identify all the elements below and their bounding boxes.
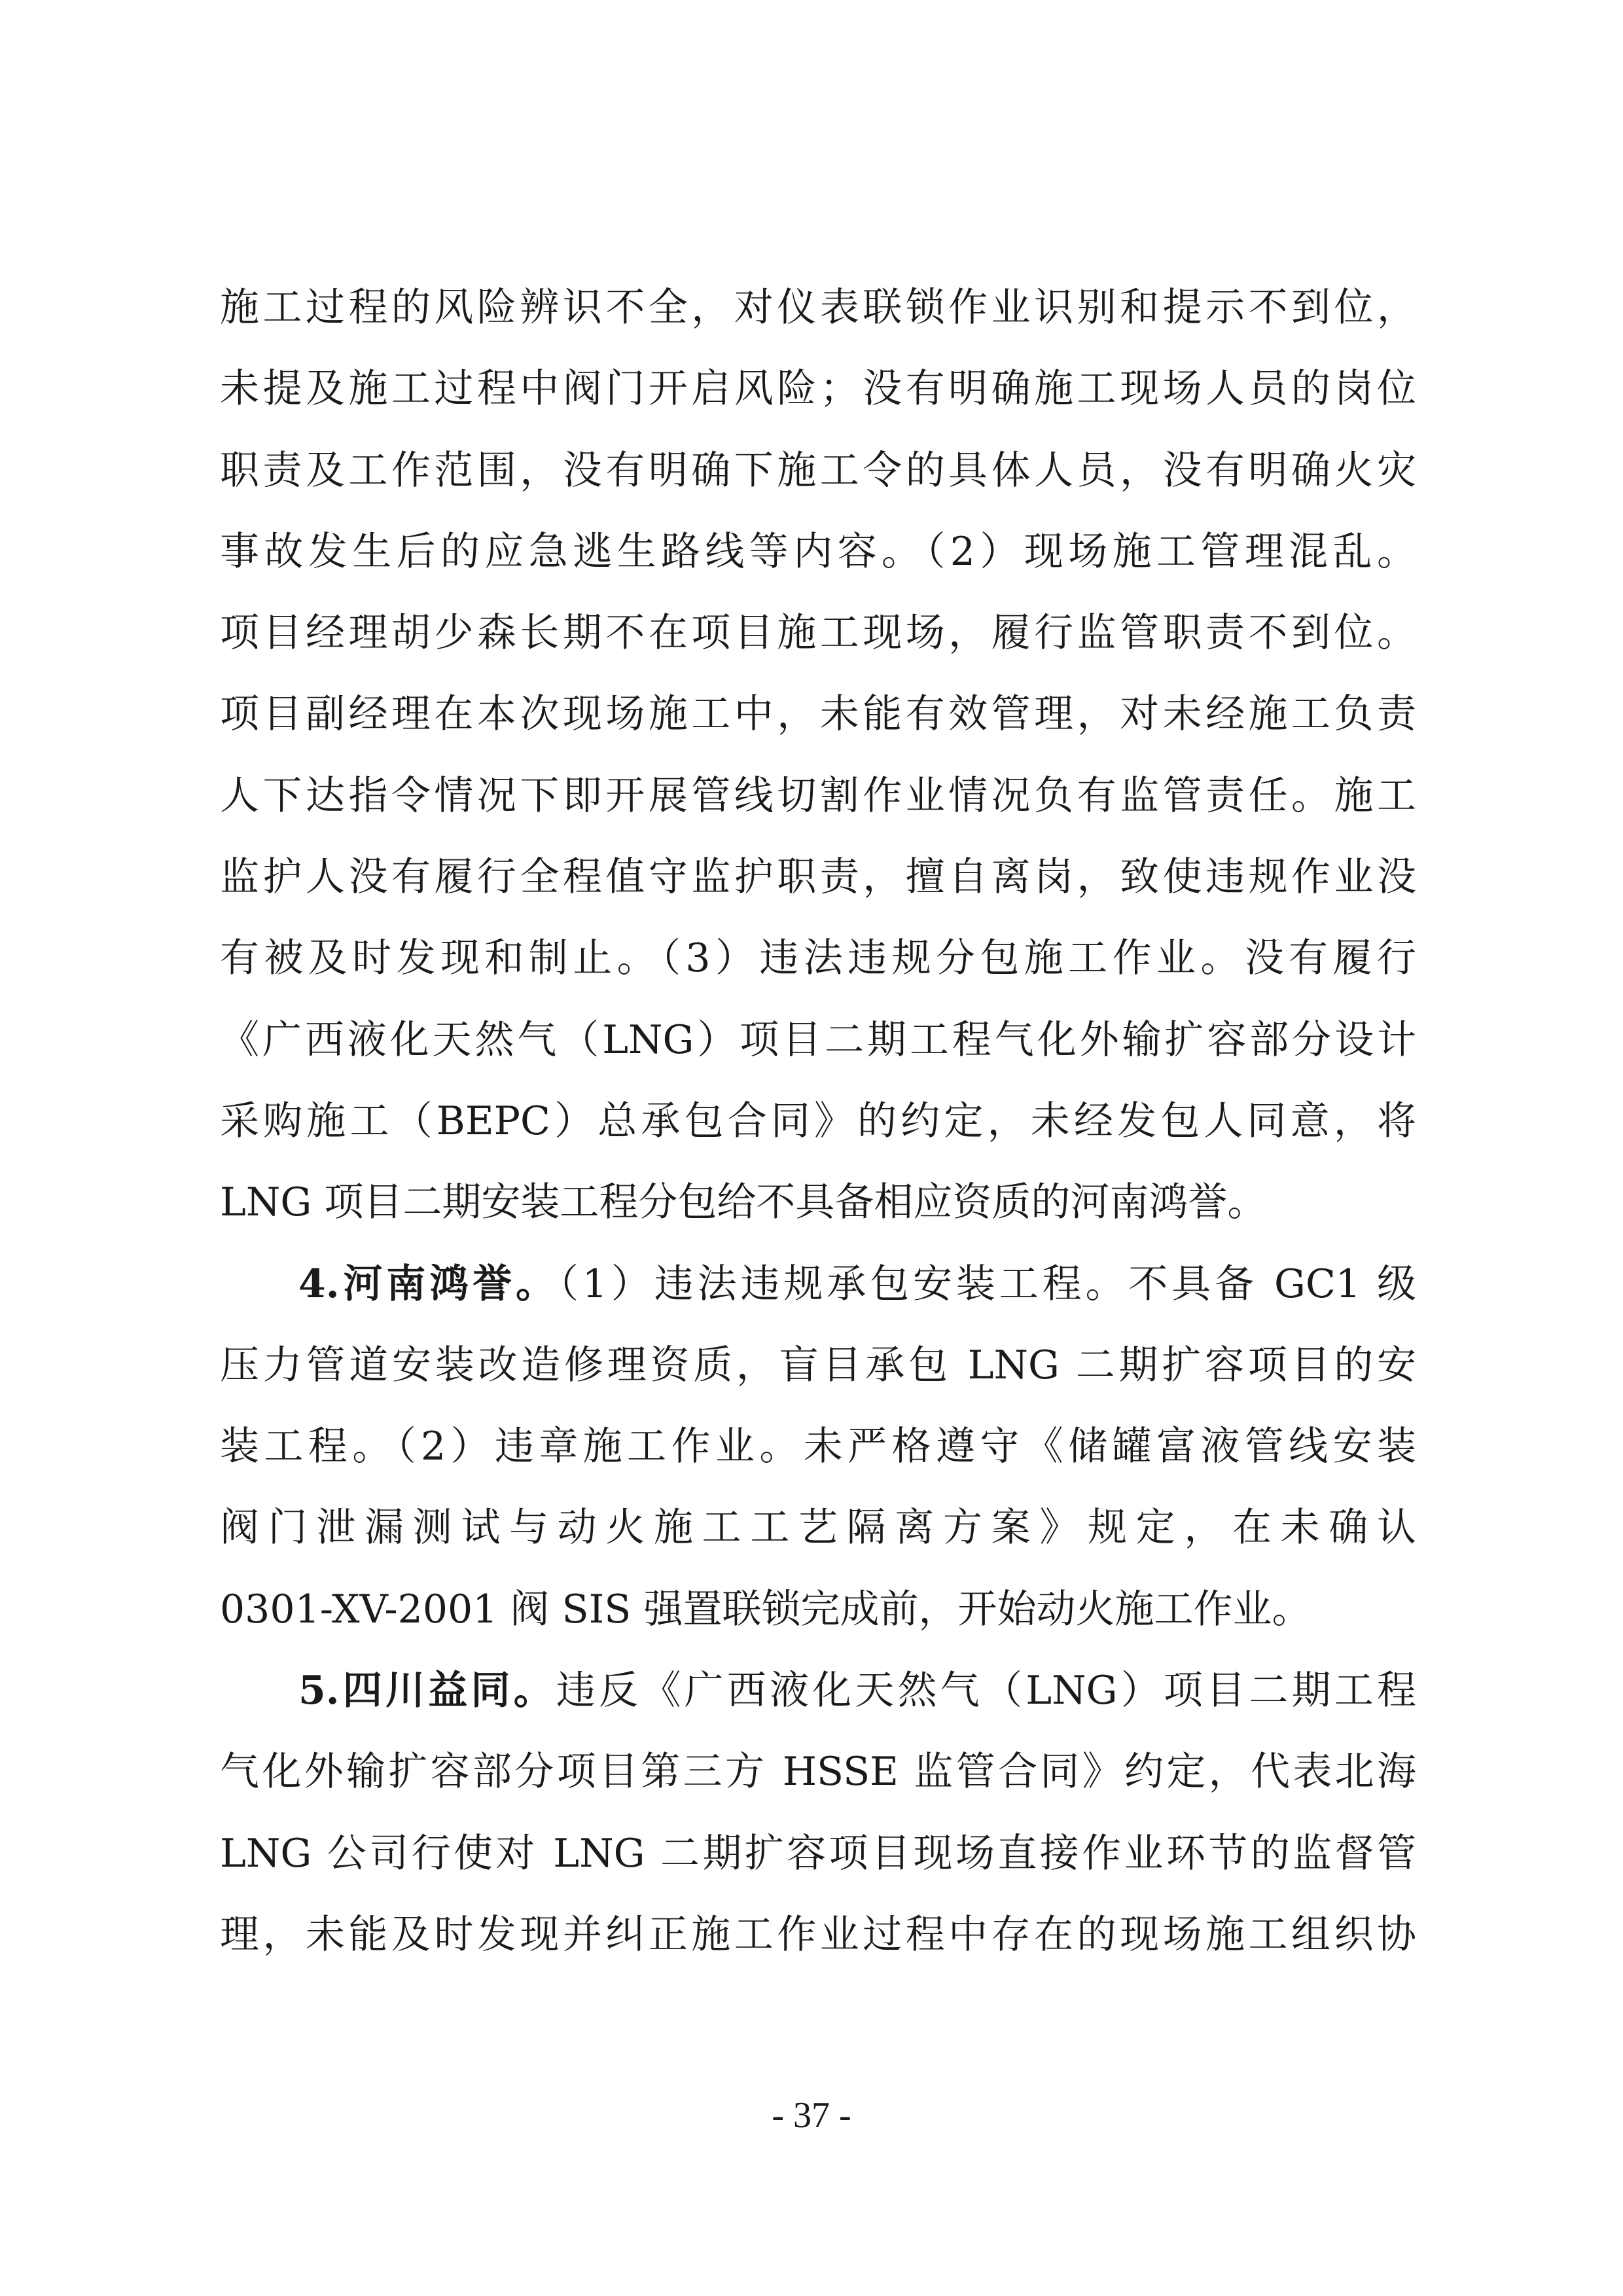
section-5-first-line (220, 1650, 1416, 1731)
text-line: 有被及时发现和制止。（3）违法违规分包施工作业。没有履行 (220, 935, 1416, 982)
text-line: 事故发生后的应急逃生路线等内容。（2）现场施工管理混乱。 (220, 528, 1416, 575)
text-line: 阀门泄漏测试与动火施工工艺隔离方案》规定，在未确认 (220, 1505, 1416, 1551)
page-number: - 37 - (772, 2095, 851, 2136)
section-4-first-line (220, 1244, 1416, 1325)
text-line: LNG 项目二期安装工程分包给不具备相应资质的河南鸿誉。 (220, 1179, 1267, 1226)
body-text (220, 267, 1416, 1975)
text-line: 装工程。（2）违章施工作业。未严格遵守《储罐富液管线安装 (220, 1424, 1416, 1470)
text-line: 施工过程的风险辨识不全，对仪表联锁作业识别和提示不到位， (220, 285, 1416, 331)
text-line: 采购施工（BEPC）总承包合同》的约定，未经发包人同意，将 (220, 1098, 1416, 1144)
text-line: 项目经理胡少森长期不在项目施工现场，履行监管职责不到位。 (220, 610, 1416, 656)
text-line: 《广西液化天然气（LNG）项目二期工程气化外输扩容部分设计 (220, 1016, 1416, 1063)
section-5-heading: 5.四川益同。 (298, 1668, 556, 1714)
text-line: 监护人没有履行全程值守监护职责，擅自离岗，致使违规作业没 (220, 854, 1416, 901)
text-line: 职责及工作范围，没有明确下施工令的具体人员，没有明确火灾 (220, 447, 1416, 493)
section-5-text: 违反《广西液化天然气（LNG）项目二期工程 (556, 1668, 1416, 1714)
text-line: 气化外输扩容部分项目第三方 HSSE 监管合同》约定，代表北海 (220, 1749, 1416, 1795)
section-4-heading: 4.河南鸿誉。 (298, 1261, 559, 1307)
text-line: 人下达指令情况下即开展管线切割作业情况负有监管责任。施工 (220, 772, 1416, 819)
text-line: 项目副经理在本次现场施工中，未能有效管理，对未经施工负责 (220, 691, 1416, 738)
text-line: 未提及施工过程中阀门开启风险；没有明确施工现场人员的岗位 (220, 366, 1416, 412)
section-4-text: （1）违法违规承包安装工程。不具备 GC1 级 (558, 1261, 1416, 1307)
text-line: 0301-XV-2001 阀 SIS 强置联锁完成前，开始动火施工作业。 (220, 1586, 1311, 1632)
text-line: 理，未能及时发现并纠正施工作业过程中存在的现场施工组织协 (220, 1911, 1416, 1958)
text-line: LNG 公司行使对 LNG 二期扩容项目现场直接作业环节的监督管 (220, 1830, 1416, 1876)
text-line: 压力管道安装改造修理资质，盲目承包 LNG 二期扩容项目的安 (220, 1342, 1416, 1388)
